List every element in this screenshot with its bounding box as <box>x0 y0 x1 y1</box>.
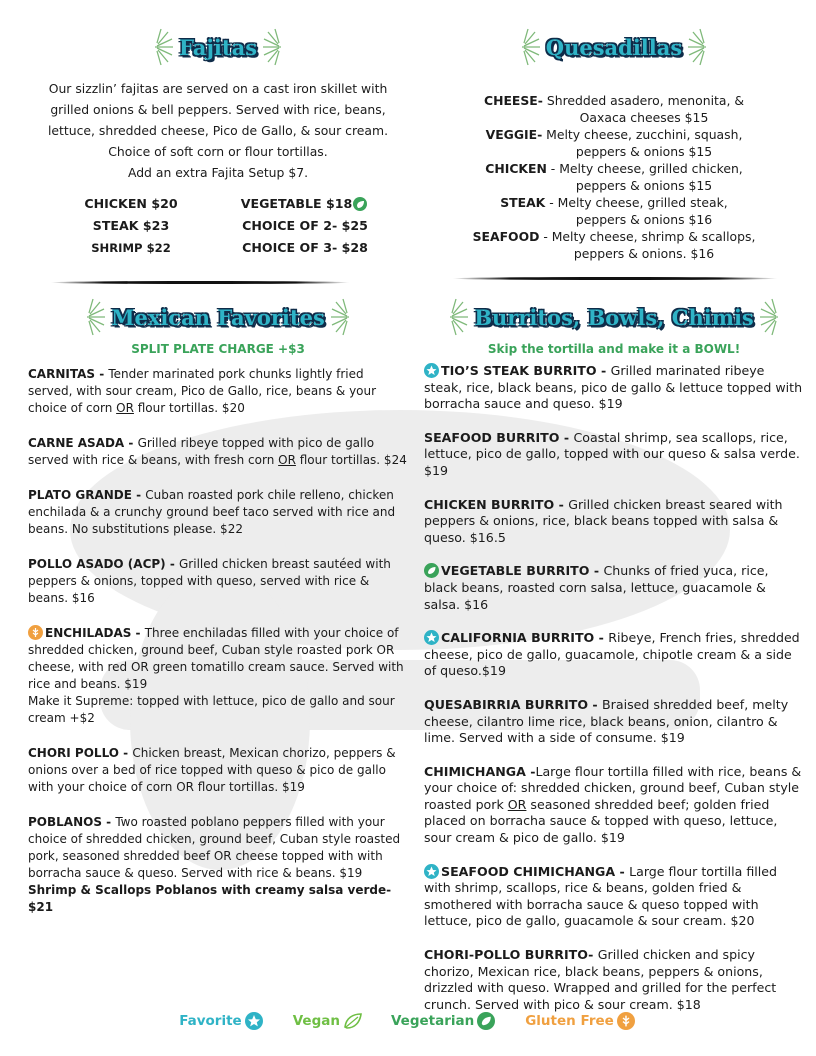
item-desc-underline: OR <box>507 796 527 812</box>
quesadilla-item <box>424 228 804 262</box>
menu-item-chimichanga <box>424 764 804 847</box>
quesadilla-name: VEGGIE- <box>485 127 543 142</box>
menu-item-quesabirria-burrito <box>424 697 804 747</box>
item-name: TIO’S STEAK BURRITO - <box>441 363 611 378</box>
quesadilla-item <box>424 92 804 126</box>
menu-item-seafood-chimichanga <box>424 864 804 930</box>
fajita-price-chicken: CHICKEN $20 <box>84 196 178 211</box>
bowl-note: Skip the tortilla and make it a BOWL! <box>487 342 741 356</box>
vegetarian-icon <box>353 197 367 211</box>
fajita-price-vegetable-label: VEGETABLE $18 <box>240 196 353 211</box>
burritos-title: Burritos, Bowls, Chimis <box>474 304 754 330</box>
star-badge-icon <box>424 864 439 879</box>
section-divider <box>50 281 350 284</box>
item-desc: Grilled ribeye topped with pico de gallo served with rice & beans, with fresh corn <box>28 436 375 467</box>
item-desc: Two roasted poblano peppers filled with your choice of shredded chicken, ground beef, Cuban style roasted pork, seasoned shredded beef OR cheese topped with with borracha sauce & queso. Served with rice & beans. $19 <box>28 815 401 880</box>
legend-vegetarian <box>391 1012 497 1030</box>
item-desc: Grilled marinated ribeye steak, rice, black beans, pico de gallo & lettuce topped with borracha sauce and queso. $19 <box>424 363 803 412</box>
item-desc: seasoned shredded beef; golden fried placed on borracha sauce & topped with queso, lettuce, sour cream & pico de gallo. $19 <box>424 796 778 846</box>
sunburst-icon <box>686 27 726 67</box>
fajitas-section <box>28 24 408 259</box>
fajita-price-choice-two: CHOICE OF 2- $25 <box>242 218 368 233</box>
item-name: CHICKEN BURRITO - <box>424 496 569 512</box>
quesadilla-desc: peppers & onions $16 <box>575 212 713 227</box>
legend-gluten-free <box>525 1012 637 1030</box>
quesadilla-desc: peppers & onions. $16 <box>573 246 715 261</box>
quesadilla-desc: - Melty cheese, grilled steak, <box>545 195 728 210</box>
menu-item-california-burrito <box>424 630 804 680</box>
item-name: SEAFOOD BURRITO - <box>424 429 574 445</box>
item-desc: Cuban roasted pork chile relleno, chicken enchilada & a crunchy ground beef taco served with rice and beans. No substitutions please. $22 <box>28 488 396 536</box>
item-desc: flour tortillas. $24 <box>295 453 407 467</box>
menu-item-tios-steak-burrito <box>424 363 804 413</box>
split-plate-note: SPLIT PLATE CHARGE +$3 <box>131 342 305 356</box>
quesadilla-desc: peppers & onions $15 <box>575 178 713 193</box>
menu-item-pollo-asado <box>28 556 408 607</box>
item-desc: Braised shredded beef, melty cheese, cilantro lime rice, black beans, onion, cilantro & lime. Served with a side of consume. $19 <box>424 696 789 746</box>
menu-item-enchiladas <box>28 625 408 727</box>
quesadilla-desc: peppers & onions $15 <box>575 144 713 159</box>
quesadillas-header <box>424 24 804 70</box>
mexican-favorites-header <box>28 294 408 340</box>
quesadilla-desc: Oaxaca cheeses $15 <box>579 110 709 125</box>
quesadilla-name: STEAK <box>500 195 546 210</box>
menu-item-carnitas <box>28 366 408 417</box>
menu-item-seafood-burrito <box>424 430 804 480</box>
item-name: POBLANOS - <box>28 815 116 829</box>
legend-favorite-label: Favorite <box>179 1013 242 1029</box>
item-desc-underline: OR <box>278 453 296 467</box>
fajitas-description <box>28 78 408 183</box>
leaf-circle-icon <box>477 1012 495 1030</box>
fajitas-price-grid <box>28 193 408 259</box>
fajitas-description-line: lettuce, shredded cheese, Pico de Gallo, & sour cream. <box>47 123 389 138</box>
legend-vegetarian-label: Vegetarian <box>390 1013 475 1029</box>
gluten-free-icon <box>28 625 43 640</box>
menu-item-chori-pollo <box>28 745 408 796</box>
sunburst-icon <box>758 297 798 337</box>
quesadillas-title: Quesadillas <box>545 34 683 60</box>
star-badge-icon <box>245 1012 263 1030</box>
wheat-free-icon <box>617 1012 635 1030</box>
quesadilla-desc: Melty cheese, zucchini, squash, <box>542 127 743 142</box>
fajitas-description-line: grilled onions & bell peppers. Served with rice, beans, <box>50 102 386 117</box>
item-name: SEAFOOD CHIMICHANGA - <box>441 863 630 879</box>
item-desc: Tender marinated pork chunks lightly fried served, with sour cream, Pico de Gallo, rice, beans & your choice of corn <box>28 367 377 415</box>
item-desc: Grilled chicken breast sautéed with peppers & onions, topped with queso, served with rice & beans. $16 <box>28 557 391 605</box>
star-badge-icon <box>424 630 439 645</box>
sunburst-icon <box>67 297 107 337</box>
menu-item-vegetable-burrito <box>424 563 804 613</box>
item-desc: Large flour tortilla filled with rice, beans & your choice of: shredded chicken, ground beef, Cuban style roasted pork <box>424 763 802 812</box>
menu-item-chori-pollo-burrito <box>424 947 804 1013</box>
sunburst-icon <box>430 297 470 337</box>
item-name: VEGETABLE BURRITO - <box>441 563 604 579</box>
fajita-price-shrimp: SHRIMP $22 <box>91 241 171 255</box>
quesadilla-item <box>424 126 804 160</box>
section-divider <box>452 277 778 280</box>
item-desc: Grilled chicken and spicy chorizo, Mexican rice, black beans, peppers & onions, drizzled with queso. Wrapped and grilled for the perfect crunch. Served with pico & sour cream. $18 <box>424 947 777 1012</box>
quesadilla-desc: Shredded asadero, menonita, & <box>542 93 745 108</box>
mexican-favorites-title: Mexican Favorites <box>111 304 325 330</box>
quesadilla-name: CHEESE- <box>483 93 543 108</box>
leaf-icon <box>343 1012 363 1030</box>
item-name: POLLO ASADO (ACP) - <box>28 557 179 571</box>
quesadilla-desc: - Melty cheese, shrimp & scallops, <box>539 229 756 244</box>
item-desc: Coastal shrimp, sea scallops, rice, lettuce, pico de gallo, topped with our queso & salsa verde. $19 <box>424 429 800 478</box>
fajita-price-choice-three: CHOICE OF 3- $28 <box>242 240 368 255</box>
item-desc: Ribeye, French fries, shredded cheese, pico de gallo, guacamole, chipotle cream & a side of queso.$19 <box>424 630 800 679</box>
quesadilla-name: CHICKEN <box>485 161 547 176</box>
quesadilla-item <box>424 160 804 194</box>
item-name: CARNE ASADA - <box>28 436 138 450</box>
item-name: QUESABIRRIA BURRITO - <box>424 696 603 712</box>
item-name: CALIFORNIA BURRITO - <box>441 630 609 646</box>
fajita-price-steak: STEAK $23 <box>92 218 170 233</box>
sunburst-icon <box>502 27 542 67</box>
menu-item-chicken-burrito <box>424 497 804 547</box>
star-badge-icon <box>424 363 439 378</box>
menu-item-plato-grande <box>28 487 408 538</box>
item-desc: Chunks of fried yuca, rice, black beans, roasted corn salsa, lettuce, guacamole & salsa. $16 <box>424 563 769 612</box>
fajitas-description-line: Our sizzlin’ fajitas are served on a cast iron skillet with <box>48 81 388 96</box>
quesadilla-name: SEAFOOD <box>472 229 540 244</box>
quesadilla-item <box>424 194 804 228</box>
fajitas-description-line: Choice of soft corn or flour tortillas. <box>108 144 328 159</box>
sunburst-icon <box>329 297 369 337</box>
item-desc: flour tortillas. $20 <box>133 401 245 415</box>
item-name: CHORI-POLLO BURRITO- <box>424 947 598 963</box>
menu-item-poblanos <box>28 814 408 916</box>
item-desc-extra: Make it Supreme: topped with lettuce, pico de gallo and sour cream +$2 <box>28 694 395 725</box>
mexican-favorites-section <box>28 294 408 934</box>
item-desc-underline: OR <box>116 401 134 415</box>
menu-item-carne-asada <box>28 435 408 469</box>
legend-gluten-free-label: Gluten Free <box>525 1013 614 1029</box>
quesadillas-list <box>424 92 804 262</box>
item-name: ENCHILADAS - <box>45 626 145 640</box>
item-name: PLATO GRANDE - <box>28 488 146 502</box>
item-desc-extra: Shrimp & Scallops Poblanos with creamy salsa verde- $21 <box>28 883 392 914</box>
dietary-legend <box>0 1012 816 1030</box>
legend-vegan <box>293 1012 363 1030</box>
item-name: CHORI POLLO - <box>28 746 133 760</box>
legend-vegan-label: Vegan <box>292 1013 340 1029</box>
fajita-price-vegetable <box>230 193 380 215</box>
fajitas-title: Fajitas <box>178 34 258 60</box>
item-desc: Three enchiladas filled with your choice of shredded chicken, ground beef, Cuban style roasted pork OR cheese, with red OR green tomatillo cream sauce. Served with rice and beans. $19 <box>28 626 404 691</box>
item-desc: Chicken breast, Mexican chorizo, peppers & onions over a bed of rice topped with queso & pico de gallo with your choice of corn OR flour tortillas. $19 <box>28 746 396 794</box>
burritos-section <box>424 294 804 1030</box>
item-name: CARNITAS - <box>28 367 109 381</box>
item-name: CHIMICHANGA - <box>424 763 536 779</box>
quesadilla-desc: - Melty cheese, grilled chicken, <box>546 161 743 176</box>
legend-favorite <box>179 1012 265 1030</box>
item-desc: Large flour tortilla filled with shrimp, scallops, rice & beans, golden fried & smothered with borracha sauce & queso topped with lettuce, pico de gallo, guacamole & sour cream. $20 <box>424 863 777 929</box>
fajitas-description-line: Add an extra Fajita Setup $7. <box>127 165 309 180</box>
item-desc: Grilled chicken breast seared with peppers & onions, rice, black beans topped with salsa & queso. $16.5 <box>424 496 783 545</box>
fajitas-header <box>28 24 408 70</box>
burritos-header <box>424 294 804 340</box>
quesadillas-section <box>424 24 804 262</box>
sunburst-icon <box>135 27 175 67</box>
leaf-circle-icon <box>424 563 439 578</box>
sunburst-icon <box>261 27 301 67</box>
